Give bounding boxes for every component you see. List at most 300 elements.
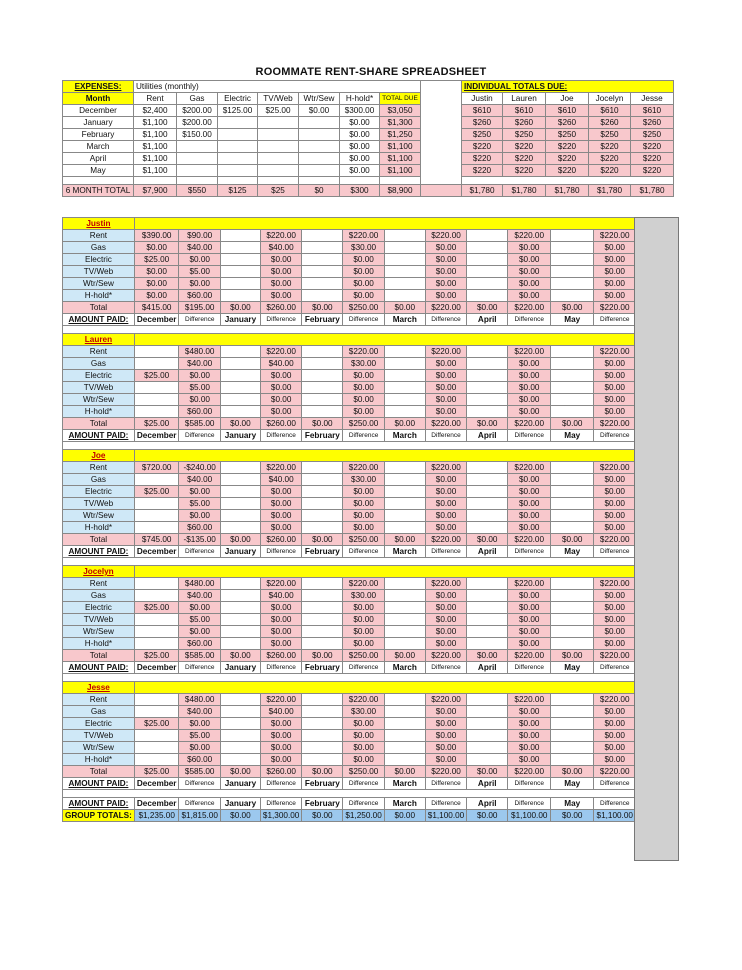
amount-cell[interactable]: $0.00 bbox=[508, 394, 551, 406]
amount-cell[interactable]: $250.00 bbox=[343, 534, 384, 546]
amount-cell[interactable] bbox=[384, 510, 425, 522]
amount-cell[interactable]: $0.00 bbox=[179, 602, 220, 614]
amount-cell[interactable]: $220.00 bbox=[425, 462, 466, 474]
amount-cell[interactable]: $220.00 bbox=[594, 766, 636, 778]
amount-cell[interactable]: $0.00 bbox=[508, 590, 551, 602]
amount-cell[interactable]: $0.00 bbox=[425, 742, 466, 754]
amount-cell[interactable]: $0.00 bbox=[384, 302, 425, 314]
amount-cell[interactable] bbox=[302, 278, 343, 290]
amount-cell[interactable] bbox=[467, 462, 508, 474]
amount-cell[interactable]: $0.00 bbox=[302, 534, 343, 546]
amount-cell[interactable]: $25.00 bbox=[134, 418, 179, 430]
amount-cell[interactable]: $0.00 bbox=[508, 730, 551, 742]
amount-cell[interactable]: $0.00 bbox=[260, 626, 301, 638]
amount-cell[interactable] bbox=[220, 590, 260, 602]
amount-cell[interactable]: $0.00 bbox=[508, 474, 551, 486]
amount-cell[interactable] bbox=[467, 590, 508, 602]
amount-cell[interactable]: $40.00 bbox=[179, 242, 220, 254]
amount-cell[interactable]: $40.00 bbox=[260, 706, 301, 718]
summary-value[interactable] bbox=[258, 141, 299, 153]
amount-cell[interactable]: $0.00 bbox=[425, 754, 466, 766]
amount-cell[interactable] bbox=[220, 394, 260, 406]
amount-cell[interactable]: $220.00 bbox=[343, 230, 384, 242]
amount-cell[interactable]: $0.00 bbox=[343, 614, 384, 626]
amount-cell[interactable]: $0.00 bbox=[260, 278, 301, 290]
amount-cell[interactable] bbox=[220, 266, 260, 278]
summary-value[interactable] bbox=[218, 117, 258, 129]
summary-value[interactable]: $200.00 bbox=[177, 105, 218, 117]
summary-value[interactable] bbox=[258, 117, 299, 129]
amount-cell[interactable]: $0.00 bbox=[594, 614, 636, 626]
amount-cell[interactable]: $220.00 bbox=[508, 578, 551, 590]
amount-cell[interactable]: $5.00 bbox=[179, 382, 220, 394]
amount-cell[interactable]: $260.00 bbox=[260, 302, 301, 314]
amount-cell[interactable]: $390.00 bbox=[134, 230, 179, 242]
amount-cell[interactable]: $220.00 bbox=[508, 418, 551, 430]
amount-cell[interactable] bbox=[302, 602, 343, 614]
amount-cell[interactable]: $0.00 bbox=[134, 278, 179, 290]
amount-cell[interactable]: $220.00 bbox=[594, 418, 636, 430]
amount-cell[interactable]: $0.00 bbox=[551, 302, 594, 314]
amount-cell[interactable] bbox=[384, 578, 425, 590]
amount-cell[interactable]: $0.00 bbox=[343, 602, 384, 614]
amount-cell[interactable]: $0.00 bbox=[551, 766, 594, 778]
amount-cell[interactable] bbox=[302, 742, 343, 754]
amount-cell[interactable]: $0.00 bbox=[594, 254, 636, 266]
summary-value[interactable] bbox=[218, 141, 258, 153]
amount-cell[interactable]: $0.00 bbox=[260, 394, 301, 406]
amount-cell[interactable]: $0.00 bbox=[343, 486, 384, 498]
amount-cell[interactable] bbox=[302, 590, 343, 602]
amount-cell[interactable]: $0.00 bbox=[551, 650, 594, 662]
amount-cell[interactable] bbox=[134, 706, 179, 718]
summary-value[interactable]: $0.00 bbox=[340, 141, 380, 153]
amount-cell[interactable] bbox=[551, 522, 594, 534]
amount-cell[interactable] bbox=[302, 474, 343, 486]
amount-cell[interactable] bbox=[551, 742, 594, 754]
amount-cell[interactable]: $220.00 bbox=[508, 694, 551, 706]
amount-cell[interactable] bbox=[302, 290, 343, 302]
amount-cell[interactable]: $220.00 bbox=[260, 230, 301, 242]
amount-cell[interactable]: $25.00 bbox=[134, 486, 179, 498]
summary-value[interactable] bbox=[258, 153, 299, 165]
amount-cell[interactable] bbox=[134, 522, 179, 534]
amount-cell[interactable]: $220.00 bbox=[508, 462, 551, 474]
amount-cell[interactable]: $0.00 bbox=[467, 302, 508, 314]
amount-cell[interactable]: $0.00 bbox=[179, 370, 220, 382]
amount-cell[interactable] bbox=[551, 382, 594, 394]
amount-cell[interactable]: $0.00 bbox=[425, 406, 466, 418]
amount-cell[interactable]: $0.00 bbox=[179, 278, 220, 290]
amount-cell[interactable]: $0.00 bbox=[594, 522, 636, 534]
amount-cell[interactable]: $260.00 bbox=[260, 650, 301, 662]
amount-cell[interactable]: $0.00 bbox=[425, 626, 466, 638]
amount-cell[interactable]: $0.00 bbox=[425, 358, 466, 370]
amount-cell[interactable]: $0.00 bbox=[594, 406, 636, 418]
amount-cell[interactable] bbox=[467, 370, 508, 382]
amount-cell[interactable] bbox=[302, 730, 343, 742]
amount-cell[interactable]: $220.00 bbox=[425, 230, 466, 242]
amount-cell[interactable] bbox=[384, 242, 425, 254]
amount-cell[interactable]: $0.00 bbox=[302, 650, 343, 662]
amount-cell[interactable] bbox=[551, 614, 594, 626]
amount-cell[interactable] bbox=[467, 278, 508, 290]
amount-cell[interactable] bbox=[467, 498, 508, 510]
amount-cell[interactable]: $0.00 bbox=[384, 650, 425, 662]
amount-cell[interactable]: $0.00 bbox=[594, 486, 636, 498]
amount-cell[interactable]: $0.00 bbox=[594, 266, 636, 278]
amount-cell[interactable] bbox=[551, 626, 594, 638]
amount-cell[interactable]: $0.00 bbox=[260, 254, 301, 266]
amount-cell[interactable]: $0.00 bbox=[594, 474, 636, 486]
amount-cell[interactable]: $0.00 bbox=[343, 254, 384, 266]
amount-cell[interactable] bbox=[220, 346, 260, 358]
amount-cell[interactable]: $0.00 bbox=[343, 754, 384, 766]
amount-cell[interactable] bbox=[302, 706, 343, 718]
amount-cell[interactable] bbox=[384, 462, 425, 474]
amount-cell[interactable]: $0.00 bbox=[302, 766, 343, 778]
amount-cell[interactable]: $40.00 bbox=[179, 474, 220, 486]
amount-cell[interactable]: $5.00 bbox=[179, 498, 220, 510]
summary-value[interactable]: $25.00 bbox=[258, 105, 299, 117]
amount-cell[interactable] bbox=[134, 346, 179, 358]
amount-cell[interactable]: $0.00 bbox=[425, 590, 466, 602]
amount-cell[interactable]: $30.00 bbox=[343, 358, 384, 370]
amount-cell[interactable]: $0.00 bbox=[384, 418, 425, 430]
amount-cell[interactable] bbox=[384, 382, 425, 394]
amount-cell[interactable] bbox=[220, 742, 260, 754]
amount-cell[interactable]: $90.00 bbox=[179, 230, 220, 242]
amount-cell[interactable] bbox=[220, 406, 260, 418]
amount-cell[interactable]: $0.00 bbox=[594, 242, 636, 254]
summary-value[interactable]: $1,100 bbox=[380, 153, 421, 165]
amount-cell[interactable]: $0.00 bbox=[467, 650, 508, 662]
amount-cell[interactable]: $0.00 bbox=[343, 718, 384, 730]
amount-cell[interactable]: $0.00 bbox=[260, 266, 301, 278]
summary-value[interactable] bbox=[258, 129, 299, 141]
summary-value[interactable]: $300.00 bbox=[340, 105, 380, 117]
amount-cell[interactable] bbox=[551, 602, 594, 614]
amount-cell[interactable] bbox=[220, 614, 260, 626]
amount-cell[interactable] bbox=[467, 346, 508, 358]
amount-cell[interactable]: $0.00 bbox=[594, 706, 636, 718]
amount-cell[interactable]: $0.00 bbox=[425, 706, 466, 718]
amount-cell[interactable]: $0.00 bbox=[425, 278, 466, 290]
amount-cell[interactable]: $40.00 bbox=[179, 358, 220, 370]
amount-cell[interactable]: $0.00 bbox=[260, 406, 301, 418]
amount-cell[interactable] bbox=[467, 474, 508, 486]
amount-cell[interactable]: $40.00 bbox=[260, 242, 301, 254]
amount-cell[interactable]: $415.00 bbox=[134, 302, 179, 314]
amount-cell[interactable] bbox=[220, 358, 260, 370]
amount-cell[interactable] bbox=[134, 394, 179, 406]
amount-cell[interactable] bbox=[384, 626, 425, 638]
amount-cell[interactable]: $480.00 bbox=[179, 578, 220, 590]
amount-cell[interactable] bbox=[467, 382, 508, 394]
amount-cell[interactable]: $40.00 bbox=[260, 358, 301, 370]
amount-cell[interactable]: $0.00 bbox=[425, 510, 466, 522]
amount-cell[interactable]: $40.00 bbox=[179, 590, 220, 602]
amount-cell[interactable]: $0.00 bbox=[343, 730, 384, 742]
amount-cell[interactable]: $0.00 bbox=[260, 718, 301, 730]
summary-value[interactable] bbox=[218, 129, 258, 141]
amount-cell[interactable] bbox=[467, 290, 508, 302]
amount-cell[interactable] bbox=[302, 498, 343, 510]
amount-cell[interactable] bbox=[134, 406, 179, 418]
summary-value[interactable] bbox=[218, 153, 258, 165]
amount-cell[interactable] bbox=[302, 486, 343, 498]
amount-cell[interactable] bbox=[551, 230, 594, 242]
amount-cell[interactable]: $0.00 bbox=[508, 382, 551, 394]
amount-cell[interactable] bbox=[384, 474, 425, 486]
amount-cell[interactable]: $220.00 bbox=[343, 462, 384, 474]
amount-cell[interactable]: $0.00 bbox=[467, 766, 508, 778]
amount-cell[interactable]: $220.00 bbox=[425, 534, 466, 546]
amount-cell[interactable]: $0.00 bbox=[425, 290, 466, 302]
amount-cell[interactable] bbox=[220, 626, 260, 638]
amount-cell[interactable]: $260.00 bbox=[260, 766, 301, 778]
amount-cell[interactable]: $0.00 bbox=[508, 614, 551, 626]
summary-value[interactable]: $125.00 bbox=[218, 105, 258, 117]
amount-cell[interactable] bbox=[551, 474, 594, 486]
amount-cell[interactable]: $0.00 bbox=[425, 382, 466, 394]
amount-cell[interactable]: $0.00 bbox=[220, 766, 260, 778]
amount-cell[interactable] bbox=[220, 486, 260, 498]
amount-cell[interactable] bbox=[134, 498, 179, 510]
amount-cell[interactable] bbox=[467, 486, 508, 498]
amount-cell[interactable]: $585.00 bbox=[179, 418, 220, 430]
amount-cell[interactable]: $0.00 bbox=[134, 266, 179, 278]
amount-cell[interactable] bbox=[220, 278, 260, 290]
amount-cell[interactable] bbox=[134, 358, 179, 370]
amount-cell[interactable]: $0.00 bbox=[179, 394, 220, 406]
amount-cell[interactable]: $0.00 bbox=[220, 418, 260, 430]
amount-cell[interactable]: $0.00 bbox=[508, 370, 551, 382]
amount-cell[interactable]: $250.00 bbox=[343, 766, 384, 778]
summary-value[interactable] bbox=[177, 141, 218, 153]
amount-cell[interactable] bbox=[384, 266, 425, 278]
amount-cell[interactable] bbox=[220, 242, 260, 254]
amount-cell[interactable]: $0.00 bbox=[594, 742, 636, 754]
amount-cell[interactable]: $0.00 bbox=[594, 370, 636, 382]
amount-cell[interactable] bbox=[302, 754, 343, 766]
amount-cell[interactable] bbox=[551, 706, 594, 718]
amount-cell[interactable] bbox=[467, 522, 508, 534]
amount-cell[interactable] bbox=[467, 254, 508, 266]
amount-cell[interactable]: $585.00 bbox=[179, 766, 220, 778]
amount-cell[interactable]: $0.00 bbox=[425, 266, 466, 278]
amount-cell[interactable] bbox=[220, 498, 260, 510]
amount-cell[interactable]: $0.00 bbox=[508, 278, 551, 290]
amount-cell[interactable] bbox=[551, 370, 594, 382]
amount-cell[interactable] bbox=[134, 730, 179, 742]
amount-cell[interactable] bbox=[467, 626, 508, 638]
amount-cell[interactable]: $0.00 bbox=[260, 522, 301, 534]
amount-cell[interactable] bbox=[384, 706, 425, 718]
amount-cell[interactable]: $220.00 bbox=[425, 578, 466, 590]
amount-cell[interactable]: $0.00 bbox=[220, 302, 260, 314]
amount-cell[interactable] bbox=[302, 346, 343, 358]
amount-cell[interactable] bbox=[302, 358, 343, 370]
amount-cell[interactable]: $0.00 bbox=[425, 638, 466, 650]
amount-cell[interactable]: $0.00 bbox=[302, 418, 343, 430]
amount-cell[interactable]: $0.00 bbox=[594, 510, 636, 522]
amount-cell[interactable] bbox=[384, 394, 425, 406]
amount-cell[interactable]: $220.00 bbox=[425, 650, 466, 662]
amount-cell[interactable]: -$135.00 bbox=[179, 534, 220, 546]
amount-cell[interactable] bbox=[220, 510, 260, 522]
amount-cell[interactable]: $0.00 bbox=[508, 358, 551, 370]
amount-cell[interactable]: $0.00 bbox=[508, 522, 551, 534]
amount-cell[interactable] bbox=[551, 578, 594, 590]
summary-value[interactable] bbox=[299, 129, 340, 141]
amount-cell[interactable]: $0.00 bbox=[425, 486, 466, 498]
amount-cell[interactable]: $745.00 bbox=[134, 534, 179, 546]
summary-value[interactable]: $3,050 bbox=[380, 105, 421, 117]
summary-value[interactable]: $150.00 bbox=[177, 129, 218, 141]
amount-cell[interactable]: $260.00 bbox=[260, 418, 301, 430]
amount-cell[interactable]: $0.00 bbox=[179, 742, 220, 754]
amount-cell[interactable]: $0.00 bbox=[260, 602, 301, 614]
amount-cell[interactable]: $0.00 bbox=[179, 718, 220, 730]
amount-cell[interactable] bbox=[302, 694, 343, 706]
summary-value[interactable]: $0.00 bbox=[340, 165, 380, 177]
amount-cell[interactable] bbox=[467, 358, 508, 370]
amount-cell[interactable] bbox=[551, 718, 594, 730]
amount-cell[interactable] bbox=[551, 694, 594, 706]
amount-cell[interactable]: $220.00 bbox=[425, 346, 466, 358]
amount-cell[interactable]: $0.00 bbox=[594, 754, 636, 766]
amount-cell[interactable]: $5.00 bbox=[179, 614, 220, 626]
amount-cell[interactable] bbox=[134, 742, 179, 754]
amount-cell[interactable]: $0.00 bbox=[179, 486, 220, 498]
amount-cell[interactable] bbox=[467, 638, 508, 650]
amount-cell[interactable]: $0.00 bbox=[425, 254, 466, 266]
amount-cell[interactable]: $0.00 bbox=[508, 498, 551, 510]
amount-cell[interactable] bbox=[384, 290, 425, 302]
amount-cell[interactable]: $0.00 bbox=[508, 486, 551, 498]
amount-cell[interactable]: $0.00 bbox=[508, 290, 551, 302]
summary-value[interactable] bbox=[177, 153, 218, 165]
amount-cell[interactable] bbox=[384, 730, 425, 742]
amount-cell[interactable]: $220.00 bbox=[594, 650, 636, 662]
amount-cell[interactable]: $0.00 bbox=[384, 766, 425, 778]
amount-cell[interactable]: $0.00 bbox=[425, 394, 466, 406]
amount-cell[interactable]: $0.00 bbox=[425, 730, 466, 742]
amount-cell[interactable] bbox=[134, 578, 179, 590]
amount-cell[interactable] bbox=[302, 266, 343, 278]
amount-cell[interactable] bbox=[302, 382, 343, 394]
amount-cell[interactable]: $0.00 bbox=[594, 498, 636, 510]
amount-cell[interactable] bbox=[551, 266, 594, 278]
amount-cell[interactable] bbox=[551, 346, 594, 358]
amount-cell[interactable]: $250.00 bbox=[343, 302, 384, 314]
amount-cell[interactable] bbox=[551, 242, 594, 254]
amount-cell[interactable]: $220.00 bbox=[594, 462, 636, 474]
amount-cell[interactable]: $25.00 bbox=[134, 602, 179, 614]
amount-cell[interactable]: $25.00 bbox=[134, 718, 179, 730]
amount-cell[interactable]: $220.00 bbox=[508, 650, 551, 662]
summary-value[interactable]: $1,100 bbox=[134, 153, 177, 165]
amount-cell[interactable]: $220.00 bbox=[425, 766, 466, 778]
amount-cell[interactable]: $0.00 bbox=[594, 718, 636, 730]
amount-cell[interactable]: $0.00 bbox=[467, 418, 508, 430]
amount-cell[interactable]: $0.00 bbox=[594, 382, 636, 394]
amount-cell[interactable] bbox=[467, 406, 508, 418]
amount-cell[interactable]: $0.00 bbox=[302, 302, 343, 314]
amount-cell[interactable]: $220.00 bbox=[508, 766, 551, 778]
amount-cell[interactable] bbox=[551, 486, 594, 498]
summary-value[interactable] bbox=[177, 165, 218, 177]
amount-cell[interactable] bbox=[302, 718, 343, 730]
amount-cell[interactable] bbox=[467, 706, 508, 718]
amount-cell[interactable] bbox=[302, 510, 343, 522]
amount-cell[interactable]: $250.00 bbox=[343, 418, 384, 430]
summary-value[interactable]: $1,300 bbox=[380, 117, 421, 129]
amount-cell[interactable]: $60.00 bbox=[179, 522, 220, 534]
amount-cell[interactable]: $0.00 bbox=[260, 290, 301, 302]
amount-cell[interactable] bbox=[220, 290, 260, 302]
amount-cell[interactable] bbox=[467, 266, 508, 278]
amount-cell[interactable] bbox=[302, 370, 343, 382]
amount-cell[interactable]: $0.00 bbox=[343, 522, 384, 534]
amount-cell[interactable]: $60.00 bbox=[179, 290, 220, 302]
amount-cell[interactable] bbox=[384, 754, 425, 766]
amount-cell[interactable] bbox=[220, 694, 260, 706]
amount-cell[interactable]: $25.00 bbox=[134, 254, 179, 266]
amount-cell[interactable]: $0.00 bbox=[508, 254, 551, 266]
amount-cell[interactable]: $25.00 bbox=[134, 766, 179, 778]
amount-cell[interactable] bbox=[467, 742, 508, 754]
amount-cell[interactable] bbox=[384, 498, 425, 510]
summary-value[interactable] bbox=[299, 117, 340, 129]
amount-cell[interactable]: $0.00 bbox=[551, 534, 594, 546]
amount-cell[interactable]: $220.00 bbox=[425, 418, 466, 430]
amount-cell[interactable] bbox=[302, 578, 343, 590]
summary-value[interactable]: $0.00 bbox=[340, 129, 380, 141]
summary-value[interactable] bbox=[299, 141, 340, 153]
amount-cell[interactable]: $720.00 bbox=[134, 462, 179, 474]
amount-cell[interactable]: $480.00 bbox=[179, 694, 220, 706]
amount-cell[interactable]: $220.00 bbox=[343, 694, 384, 706]
amount-cell[interactable] bbox=[302, 522, 343, 534]
summary-value[interactable] bbox=[299, 165, 340, 177]
amount-cell[interactable] bbox=[551, 462, 594, 474]
amount-cell[interactable]: $0.00 bbox=[425, 718, 466, 730]
amount-cell[interactable]: $0.00 bbox=[343, 406, 384, 418]
amount-cell[interactable] bbox=[551, 590, 594, 602]
summary-value[interactable]: $0.00 bbox=[340, 153, 380, 165]
amount-cell[interactable] bbox=[220, 754, 260, 766]
amount-cell[interactable]: $0.00 bbox=[425, 522, 466, 534]
amount-cell[interactable]: $0.00 bbox=[343, 510, 384, 522]
summary-value[interactable]: $200.00 bbox=[177, 117, 218, 129]
amount-cell[interactable] bbox=[384, 278, 425, 290]
amount-cell[interactable]: $220.00 bbox=[594, 230, 636, 242]
amount-cell[interactable] bbox=[551, 510, 594, 522]
amount-cell[interactable]: $220.00 bbox=[343, 578, 384, 590]
amount-cell[interactable] bbox=[467, 754, 508, 766]
amount-cell[interactable]: $220.00 bbox=[594, 694, 636, 706]
amount-cell[interactable]: $0.00 bbox=[260, 614, 301, 626]
amount-cell[interactable]: $0.00 bbox=[508, 510, 551, 522]
amount-cell[interactable]: $0.00 bbox=[508, 406, 551, 418]
amount-cell[interactable]: $0.00 bbox=[508, 706, 551, 718]
amount-cell[interactable]: $30.00 bbox=[343, 474, 384, 486]
amount-cell[interactable] bbox=[384, 254, 425, 266]
amount-cell[interactable] bbox=[551, 754, 594, 766]
amount-cell[interactable]: $0.00 bbox=[343, 382, 384, 394]
